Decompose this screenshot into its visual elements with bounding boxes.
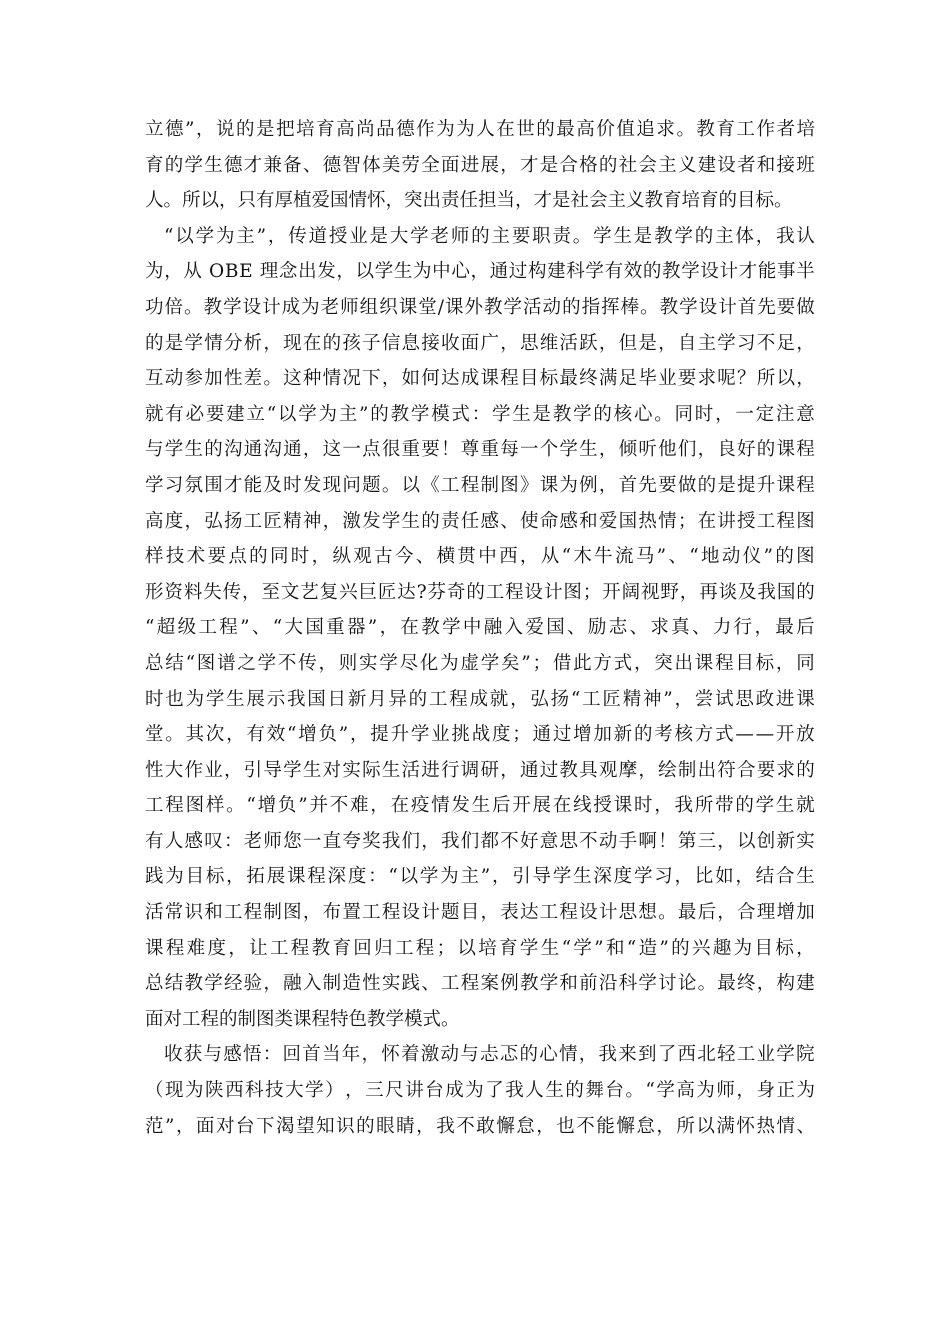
text-line: 课 程 难 度 ， 让 工 程 教 育 回 归 工 程 ； 以 培 育 学 生 “ 学 ” 和 “ 造 ” 的 兴 趣 为 目 标 ， [145,937,815,959]
text-line: 收 获 与 感 悟 ： 回 首 当 年 ， 怀 着 激 动 与 忐 忑 的 心 情 ， 我 来 到 了 西 北 轻 工 业 学 院 [164,1044,815,1066]
text-line: 学 习 氛 围 才 能 及 时 发 现 问 题 。 以 《 工 程 制 图 》 课 为 例 ， 首 先 要 做 的 是 提 升 课 程 [145,474,815,496]
text-line: 就 有 必 要 建 立 “ 以 学 为 主 ” 的 教 学 模 式 ： 学 生 是 教 学 的 核 心 。 同 时 ， 一 定 注 意 [145,403,815,425]
text-line: 与 学 生 的 沟 通 沟 通 ， 这 一 点 很 重 要 ！ 尊 重 每 一 个 学 生 ， 倾 听 他 们 ， 良 好 的 课 程 [145,439,815,461]
text-line: 活 常 识 和 工 程 制 图 ， 布 置 工 程 设 计 题 目 ， 表 达 工 程 设 计 思 想 。 最 后 ， 合 理 增 加 [145,902,815,924]
text-line: 总 结 “ 图 谱 之 学 不 传 ， 则 实 学 尽 化 为 虚 学 矣 ” ； 借 此 方 式 ， 突 出 课 程 目 标 ， 同 [145,652,815,674]
text-line: 形 资 料 失 传 ， 至 文 艺 复 兴 巨 匠 达 ? 芬 奇 的 工 程 设 计 图 ； 开 阔 视 野 ， 再 谈 及 我 国 的 [145,581,815,603]
text-line: 立 德 ” ， 说 的 是 把 培 育 高 尚 品 德 作 为 为 人 在 世 的 最 高 价 值 追 求 。 教 育 工 作 者 培 [145,119,815,140]
text-line: 践 为 目 标 ， 拓 展 课 程 深 度 ： “ 以 学 为 主 ” ， 引 导 学 生 深 度 学 习 ， 比 如 ， 结 合 生 [145,866,815,888]
text-line: 面对工程的制图类课程特色教学模式。 [145,1008,460,1030]
text-line: 总 结 教 学 经 验 ， 融 入 制 造 性 实 践 、 工 程 案 例 教 学 和 前 沿 科 学 讨 论 。 最 终 ， 构 建 [145,973,815,995]
text-line: 互 动 参 加 性 差 。 这 种 情 况 下 ， 如 何 达 成 课 程 目 标 最 终 满 足 毕 业 要 求 呢 ？ 所 以 ， [145,368,815,390]
text-line: 的 是 学 情 分 析 ， 现 在 的 孩 子 信 息 接 收 面 广 ， 思 维 活 跃 ， 但 是 ， 自 主 学 习 不 足 ， [145,332,815,354]
text-line: （ 现 为 陕 西 科 技 大 学 ） ， 三 尺 讲 台 成 为 了 我 人 生 的 舞 台 。 “ 学 高 为 师 ， 身 正 为 [145,1080,815,1102]
document-body [145,112,815,1144]
text-line: 育 的 学 生 德 才 兼 备 、 德 智 体 美 劳 全 面 进 展 ， 才 是 合 格 的 社 会 主 义 建 设 者 和 接 班 [145,154,815,176]
text-line: 范 ” ， 面 对 台 下 渴 望 知 识 的 眼 睛 ， 我 不 敢 懈 怠 ， 也 不 能 懈 怠 ， 所 以 满 怀 热 情 、 [145,1115,815,1137]
text-line: 样 技 术 要 点 的 同 时 ， 纵 观 古 今 、 横 贯 中 西 ， 从 “ 木 牛 流 马 ” 、 “ 地 动 仪 ” 的 图 [145,546,815,568]
text-line: 功 倍 。 教 学 设 计 成 为 老 师 组 织 课 堂 / 课 外 教 学 活 动 的 指 挥 棒 。 教 学 设 计 首 先 要 做 [145,296,815,318]
text-line: “ 以 学 为 主 ” ， 传 道 授 业 是 大 学 老 师 的 主 要 职 责 。 学 生 是 教 学 的 主 体 ， 我 认 [164,225,815,247]
text-line: 为 ， 从 O B E 理 念 出 发 ， 以 学 生 为 中 心 ， 通 过 构 建 科 学 有 效 的 教 学 设 计 才 能 事 半 [145,261,815,283]
text-line: 时 也 为 学 生 展 示 我 国 日 新 月 异 的 工 程 成 就 ， 弘 扬 “ 工 匠 精 神 ” ， 尝 试 思 政 进 课 [145,688,815,710]
text-line: 有 人 感 叹 ： 老 师 您 一 直 夸 奖 我 们 ， 我 们 都 不 好 意 思 不 动 手 啊 ！ 第 三 ， 以 创 新 实 [145,830,815,852]
text-line: 性 大 作 业 ， 引 导 学 生 对 实 际 生 活 进 行 调 研 ， 通 过 教 具 观 摩 ， 绘 制 出 符 合 要 求 的 [145,759,815,781]
text-line: 高 度 ， 弘 扬 工 匠 精 神 ， 激 发 学 生 的 责 任 感 、 使 命 感 和 爱 国 热 情 ； 在 讲 授 工 程 图 [145,510,815,532]
text-line: “ 超 级 工 程 ” 、 “ 大 国 重 器 ” ， 在 教 学 中 融 入 爱 国 、 励 志 、 求 真 、 力 行 ， 最 后 [145,617,815,639]
text-line: 人。所以，只有厚植爱国情怀，突出责任担当，才是社会主义教育培育的目标。 [145,190,793,212]
text-line: 工 程 图 样 。 “ 增 负 ” 并 不 难 ， 在 疫 情 发 生 后 开 展 在 线 授 课 时 ， 我 所 带 的 学 生 就 [145,795,815,817]
text-line: 堂 。 其 次 ， 有 效 “ 增 负 ” ， 提 升 学 业 挑 战 度 ； 通 过 增 加 新 的 考 核 方 式 — — 开 放 [145,724,815,746]
